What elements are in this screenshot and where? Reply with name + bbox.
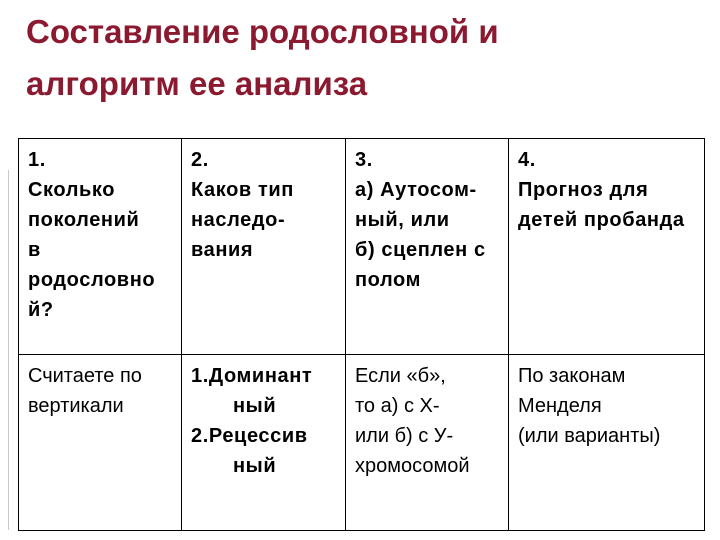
- header-text-line: родословно: [28, 269, 156, 291]
- answer-text-line: ный: [233, 455, 277, 477]
- header-text-line: в: [28, 239, 41, 261]
- header-text-line: вания: [191, 239, 254, 261]
- header-number-3: 3.: [355, 149, 373, 171]
- header-text-line: б) сцеплен с: [355, 239, 486, 261]
- answer-text-line: Если «б»,: [355, 365, 446, 387]
- answer-text-line: хромосомой: [355, 455, 470, 477]
- header-cell-prognosis: [509, 139, 705, 355]
- header-text-line: Сколько: [28, 179, 116, 201]
- slide-title: [26, 6, 706, 110]
- answer-cell-mendel-laws: [509, 355, 705, 531]
- header-text-line: Каков тип: [191, 179, 294, 201]
- table-answer-row: [19, 355, 705, 531]
- header-text-line: полом: [355, 269, 421, 291]
- header-cell-inheritance-type: [182, 139, 346, 355]
- answer-text-line: ный: [233, 395, 277, 417]
- header-text-line: детей пробанда: [518, 209, 685, 231]
- header-number-1: 1.: [28, 149, 46, 171]
- answer-text-line: или б) с У-: [355, 425, 454, 447]
- left-decorative-line: [8, 170, 9, 530]
- header-cell-autosomal-or-linked: [346, 139, 509, 355]
- answer-text-line: то а) с Х-: [355, 395, 440, 417]
- table-header-row: [19, 139, 705, 355]
- header-text-line: а) Аутосом-: [355, 179, 477, 201]
- answer-text-line: По законам: [518, 365, 626, 387]
- slide-title-line-2: алгоритм ее анализа: [26, 65, 368, 102]
- header-cell-generations: [19, 139, 182, 355]
- header-text-line: й?: [28, 299, 54, 321]
- header-text-line: поколений: [28, 209, 140, 231]
- answer-text-line: 2.Рецессив: [191, 425, 308, 447]
- header-number-4: 4.: [518, 149, 536, 171]
- header-text-line: Прогноз для: [518, 179, 649, 201]
- answer-text-line: 1.Доминант: [191, 365, 313, 387]
- slide-title-line-1: Составление родословной и: [26, 13, 499, 50]
- header-text-line: ный, или: [355, 209, 450, 231]
- answer-text-line: Менделя: [518, 395, 602, 417]
- answer-cell-chromosome: [346, 355, 509, 531]
- answer-text-line: (или варианты): [518, 425, 661, 447]
- answer-cell-dominant-recessive: [182, 355, 346, 531]
- header-number-2: 2.: [191, 149, 209, 171]
- header-text-line: наследо-: [191, 209, 286, 231]
- answer-text-line: вертикали: [28, 395, 124, 417]
- answer-cell-count-vertically: [19, 355, 182, 531]
- pedigree-analysis-table: [18, 138, 705, 531]
- answer-text-line: Считаете по: [28, 365, 142, 387]
